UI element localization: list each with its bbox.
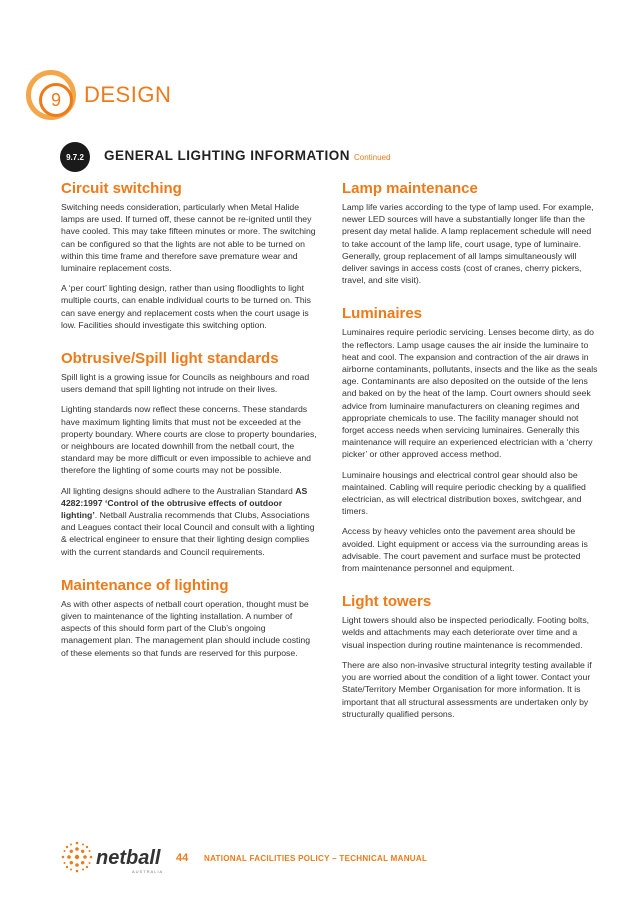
chapter-header bbox=[26, 70, 326, 126]
netball-logo-icon bbox=[60, 840, 94, 874]
netball-logo-text: netball bbox=[96, 847, 161, 869]
paragraph: Luminaire housings and electrical control gear should also be maintained. Cabling will require periodic checking by a qualified electrician, as will electrical distribution boxes, switchgear, and timers. bbox=[342, 469, 586, 517]
heading-lamp-maintenance: Lamp maintenance bbox=[342, 180, 478, 197]
section-title bbox=[104, 148, 390, 163]
paragraph: Spill light is a growing issue for Councils as neighbours and road users demand that spill lighting not intrude on their lives. bbox=[61, 372, 310, 395]
heading-obtrusive-spill-light: Obtrusive/Spill light standards bbox=[61, 350, 279, 368]
footer-title: NATIONAL FACILITIES POLICY – TECHNICAL MANUAL bbox=[204, 854, 428, 863]
standard-text-before: All lighting designs should adhere to the Australian Standard bbox=[61, 485, 296, 496]
heading-circuit-switching: Circuit switching bbox=[61, 180, 182, 197]
paragraph: As with other aspects of netball court operation, thought must be given to maintenance of the lighting installation. A number of aspects of this should form part of the Club’s ongoing management plan. The management plan should include costing of these elements so that funds are reserved for this purpose. bbox=[61, 598, 311, 658]
paragraph: Access by heavy vehicles onto the pavement area should be avoided. Light equipment or access via the surrounding areas is advisable. The court pavement and surface must be protected from maintenance personnel and equipment. bbox=[342, 526, 588, 574]
paragraph: Luminaires require periodic servicing. Lenses become dirty, as do the reflectors. Lamp usage causes the air inside the luminaire to heat and cool. The expansion and contraction of the air draws in airborne contaminants, pollutants, insects and the like as the seals age. Contaminants are also deposited on the outside of the lens and baked on by the heat of the lamp. Court owners should seek advice from luminaire manufacturers on cleaning regimes and appropriate chemicals to use. The facility manager should not forget access needs when servicing luminaires. Generally this maintenance will require an experienced electrician with a ‘cherry picker’ or other approved access method. bbox=[342, 327, 598, 460]
paragraph: There are also non-invasive structural integrity testing available if you are worried about the condition of a light tower. Contact your State/Territory Member Organisation for more information. It is important that all structural assessments are undertaken only by structurally qualified persons. bbox=[342, 659, 592, 719]
section-header bbox=[60, 142, 600, 172]
chapter-number-circle-icon bbox=[26, 70, 76, 120]
chapter-title: DESIGN bbox=[84, 82, 172, 107]
right-column bbox=[342, 180, 598, 728]
page-number: 44 bbox=[176, 852, 189, 864]
paragraph: Lighting standards now reflect these concerns. These standards have maximum lighting limits that must not be exceeded at the property boundary. Where courts are close to property boundaries, or neighbours are located downhill from the netball court, the standard may be more difficult or even impossible to achieve and therefore the lighting of some courts may not be possible. bbox=[61, 404, 317, 476]
standard-text-after: . Netball Australia recommends that Clubs, Associations and Leagues contact their local Council and consult with a lighting & electrical engineer to ensure that their lighting design complies with the current standards and Council requirements. bbox=[61, 510, 315, 557]
standard-reference: AS 4282:1997 ‘Control of the obtrusive effects of outdoor lighting’ bbox=[61, 485, 308, 521]
paragraph: Switching needs consideration, particularly when Metal Halide lamps are used. If turned off, these cannot be re-ignited until they have cooled. This may take fifteen minutes or more. The switching can be configured so that the lights are not able to be turned on within this time frame and therefore save premature wear and luminaire replacement costs. bbox=[61, 202, 316, 274]
paragraph: Light towers should also be inspected periodically. Footing bolts, welds and attachments may each deteriorate over time and a visual inspection during routine maintenance is recommended. bbox=[342, 615, 590, 650]
heading-maintenance-of-lighting: Maintenance of lighting bbox=[61, 576, 229, 594]
heading-light-towers: Light towers bbox=[342, 593, 432, 611]
section-continued-label: Continued bbox=[354, 153, 391, 162]
page-footer bbox=[60, 838, 560, 878]
paragraph: Lamp life varies according to the type of lamp used. For example, newer LED sources will have a substantially longer life than the present day metal halide. A lamp replacement schedule will need to take account of the lamp life, court usage, type of luminaire. Generally, group replacement of all lamps simultaneously will deliver savings in access costs (cost of cranes, cherry pickers, travel, and site visit). bbox=[342, 202, 594, 286]
paragraph: A ‘per court’ lighting design, rather than using floodlights to light multiple courts, can enable individual courts to be turned on. This can save energy and replacement costs when the court usage is low. Facilities should investigate this switching option. bbox=[61, 283, 311, 330]
left-column bbox=[61, 180, 317, 667]
heading-luminaires: Luminaires bbox=[342, 305, 423, 323]
paragraph-standard bbox=[61, 485, 317, 558]
section-number-badge: 9.7.2 bbox=[60, 142, 90, 172]
netball-logo-subtext: AUSTRALIA bbox=[132, 869, 164, 874]
chapter-number: 9 bbox=[39, 83, 73, 117]
section-title-text: GENERAL LIGHTING INFORMATION bbox=[104, 148, 350, 163]
